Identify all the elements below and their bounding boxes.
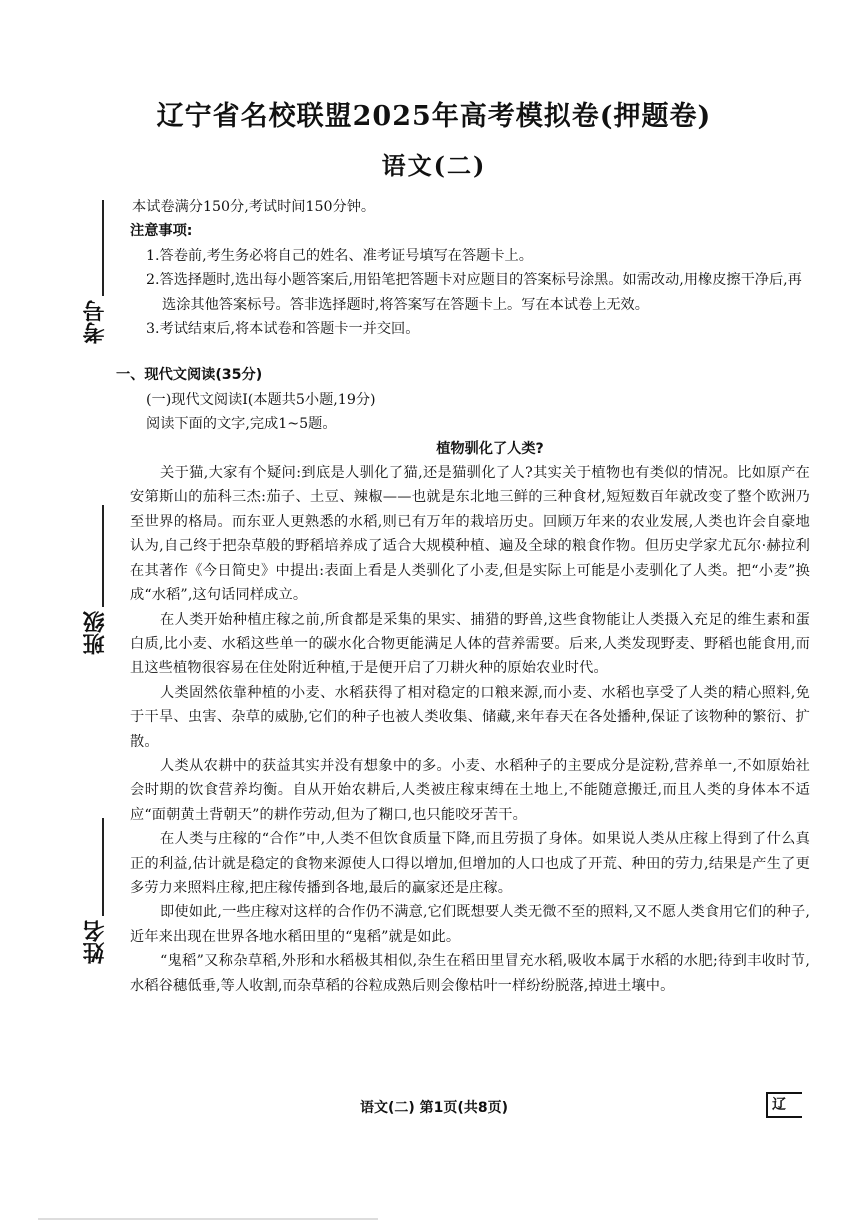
spacer	[130, 341, 810, 363]
notice-item: 3.考试结束后,将本试卷和答题卡一并交回。	[146, 321, 420, 338]
essay-paragraph: 关于猫,大家有个疑问:到底是人驯化了猫,还是猫驯化了人?其实关于植物也有类似的情况。比如原产在安第斯山的茄科三杰:茄子、土豆、辣椒——也就是东北地三鲜的三种食材,短短数百年就改变了整个欧洲乃至世界的格局。而东亚人更熟悉的水稻,则已有万年的栽培历史。回顾万年来的农业发展,人类也许会自豪地认为,自己终于把杂草般的野稻培养成了适合大规模种植、遍及全球的粮食作物。但历史学家尤瓦尔·赫拉利在其著作《今日简史》中提出:表面上看是人类驯化了小麦,但是实际上可能是小麦驯化了人类。把“小麦”换成“水稻”,这句话同样成立。	[130, 465, 810, 604]
exam-intro: 本试卷满分150分,考试时间150分钟。	[132, 199, 376, 215]
fill-line	[102, 818, 104, 916]
essay-title: 植物驯化了人类?	[436, 440, 544, 457]
fill-line	[102, 505, 104, 607]
essay-paragraph: 人类固然依靠种植的小麦、水稻获得了相对稳定的口粮来源,而小麦、水稻也享受了人类的精心照料,免于干旱、虫害、杂草的威胁,它们的种子也被人类收集、储藏,来年春天在各处播种,保证了该物种的繁衍、扩散。	[130, 684, 810, 750]
essay-paragraph: 在人类与庄稼的“合作”中,人类不但饮食质量下降,而且劳损了身体。如果说人类从庄稼上得到了什么真正的利益,估计就是稳定的食物来源使人口得以增加,但增加的人口也成了开荒、种田的劳力,结果是产生了更多劳力来照料庄稼,把庄稼传播到各地,最后的赢家还是庄稼。	[130, 831, 810, 896]
region-badge: 辽	[766, 1092, 802, 1118]
side-field-exam-number	[78, 200, 118, 350]
page-subtitle: 语文(二)	[381, 151, 487, 180]
page-footer: 语文(二) 第1页(共8页)	[360, 1100, 508, 1116]
section-heading: 一、现代文阅读(35分)	[116, 367, 263, 384]
instruction-text: 阅读下面的文字,完成1~5题。	[146, 416, 337, 433]
side-field-class	[78, 505, 118, 665]
bottom-divider	[38, 1218, 378, 1220]
notice-heading: 注意事项:	[130, 223, 193, 240]
notice-item: 2.答选择题时,选出每小题答案后,用铅笔把答题卡对应题目的答案标号涂黑。如需改动,用橡皮擦干净后,再选涂其他答案标号。答非选择题时,将答案写在答题卡上。写在本试卷上无效。	[146, 272, 802, 313]
essay-paragraph: 即使如此,一些庄稼对这样的合作仍不满意,它们既想要人类无微不至的照料,又不愿人类食用它们的种子,近年来出现在世界各地水稻田里的“鬼稻”就是如此。	[130, 904, 810, 945]
subsection-heading: (一)现代文阅读Ⅰ(本题共5小题,19分)	[146, 391, 376, 408]
side-field-label: 姓名	[83, 920, 108, 964]
side-field-label: 班级	[83, 611, 108, 655]
page-title: 辽宁省名校联盟2025年高考模拟卷(押题卷)	[156, 101, 712, 132]
essay-paragraph: “鬼稻”又称杂草稻,外形和水稻极其相似,杂生在稻田里冒充水稻,吸收本属于水稻的水肥;待到丰收时节,水稻谷穗低垂,等人收割,而杂草稻的谷粒成熟后则会像枯叶一样纷纷脱落,掉进土壤中。	[130, 953, 810, 994]
fill-line	[102, 200, 104, 296]
exam-content	[116, 195, 810, 998]
essay-paragraph: 人类从农耕中的获益其实并没有想象中的多。小麦、水稻种子的主要成分是淀粉,营养单一,不如原始社会时期的饮食营养均衡。自从开始农耕后,人类被庄稼束缚在土地上,不能随意搬迁,而且人类的身体本不适应“面朝黄土背朝天”的耕作劳动,但为了糊口,也只能咬牙苦干。	[130, 757, 810, 823]
side-field-name	[78, 818, 118, 968]
essay-paragraph: 在人类开始种植庄稼之前,所食都是采集的果实、捕猎的野兽,这些食物能让人类摄入充足的维生素和蛋白质,比小麦、水稻这些单一的碳水化合物更能满足人体的营养需要。后来,人类发现野麦、野稻也能食用,而且这些植物很容易在住处附近种植,于是便开启了刀耕火种的原始农业时代。	[130, 611, 810, 677]
side-field-label: 考号	[83, 300, 108, 344]
notice-item: 1.答卷前,考生务必将自己的姓名、准考证号填写在答题卡上。	[146, 247, 533, 264]
